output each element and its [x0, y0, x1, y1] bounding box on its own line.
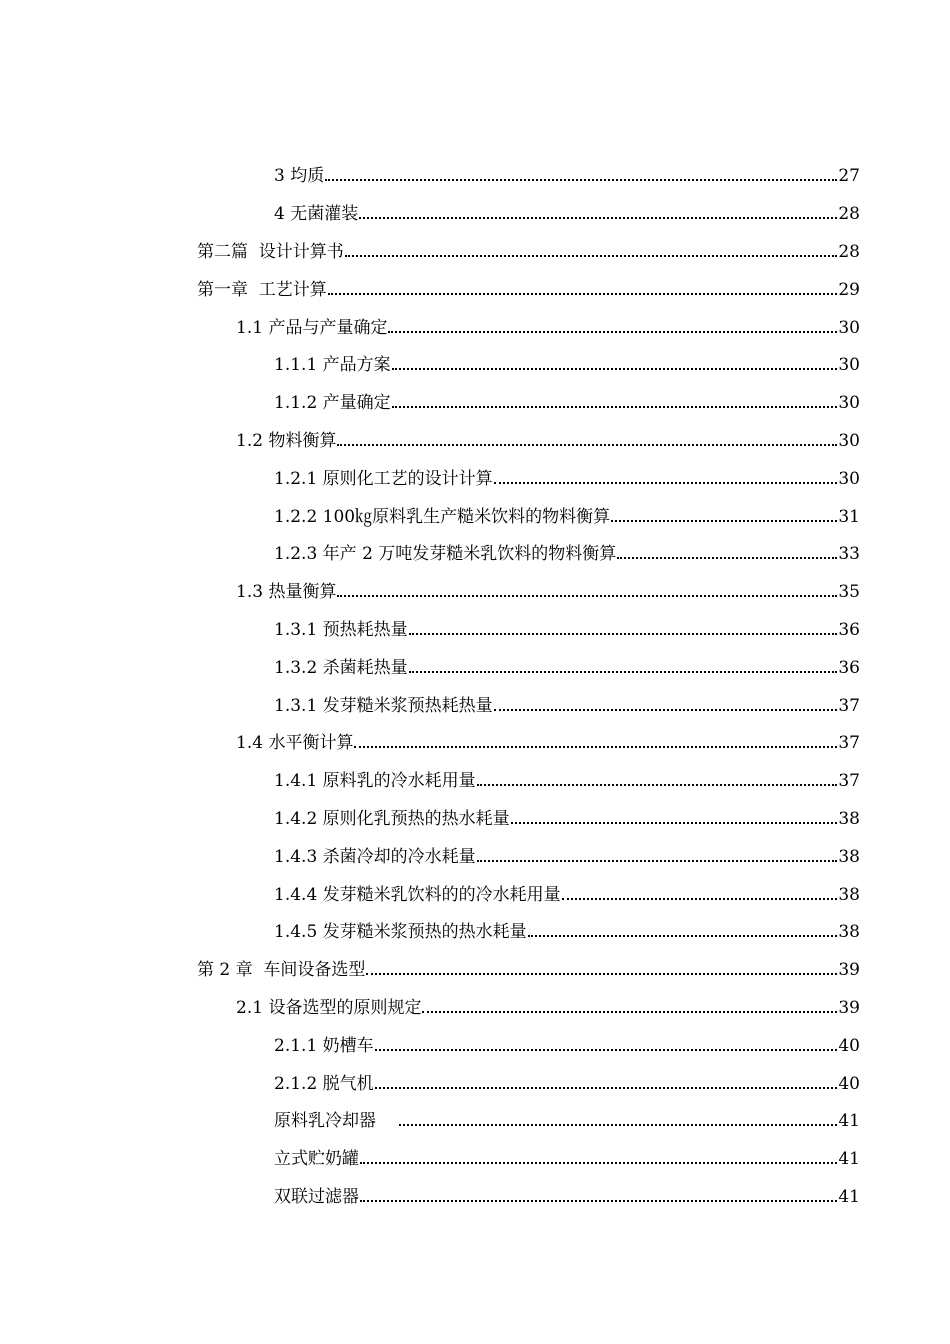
toc-entry-label: 1.1.2 产量确定 — [274, 393, 391, 414]
toc-entry-label: 1.4.3 杀菌冷却的冷水耗量 — [274, 846, 476, 867]
toc-entry-page-number: 30 — [838, 468, 860, 489]
toc-entry-page-number: 28 — [838, 204, 860, 225]
toc-entry[interactable] — [0, 798, 950, 836]
toc-entry[interactable] — [0, 1100, 950, 1138]
toc-entry-label: 2.1.2 脱气机 — [274, 1073, 374, 1094]
dot-leader — [399, 1124, 838, 1126]
toc-entry-page-number: 37 — [838, 733, 860, 754]
toc-entry-label: 1.1.1 产品方案 — [274, 355, 391, 376]
toc-entry-label: 第 2 章 车间设备选型 — [197, 960, 366, 981]
dot-leader — [494, 482, 838, 484]
toc-entry-page-number: 29 — [838, 279, 860, 300]
toc-entry-label: 1.2.3 年产 2 万吨发芽糙米乳饮料的物料衡算 — [274, 544, 617, 565]
dot-leader — [354, 746, 837, 748]
toc-entry-page-number: 38 — [838, 922, 860, 943]
dot-leader — [617, 557, 837, 559]
toc-entry-label: 1.4.2 原则化乳预热的热水耗量 — [274, 808, 510, 829]
toc-entry-page-number: 33 — [838, 544, 860, 565]
dot-leader — [366, 973, 837, 975]
toc-entry[interactable] — [0, 571, 950, 609]
toc-entry[interactable] — [0, 155, 950, 193]
dot-leader — [611, 520, 837, 522]
toc-entry-label: 1.3.1 发芽糙米浆预热耗热量 — [274, 695, 493, 716]
toc-entry-label: 1.1 产品与产量确定 — [236, 317, 388, 338]
toc-entry-label: 第一章 工艺计算 — [197, 279, 327, 300]
dot-leader — [337, 444, 837, 446]
dot-leader — [409, 671, 838, 673]
toc-entry-label: 4 无菌灌装 — [274, 204, 359, 225]
toc-entry-page-number: 37 — [838, 695, 860, 716]
toc-entry[interactable] — [0, 193, 950, 231]
dot-leader — [325, 179, 837, 181]
toc-entry-page-number: 38 — [838, 846, 860, 867]
toc-entry[interactable] — [0, 1138, 950, 1176]
toc-entry-label: 2.1 设备选型的原则规定 — [236, 997, 422, 1018]
toc-entry-label: 1.3.1 预热耗热量 — [274, 619, 408, 640]
toc-entry[interactable] — [0, 684, 950, 722]
toc-entry-page-number: 30 — [838, 430, 860, 451]
toc-entry[interactable] — [0, 1062, 950, 1100]
toc-entry[interactable] — [0, 382, 950, 420]
toc-entry[interactable] — [0, 268, 950, 306]
dot-leader — [359, 217, 837, 219]
toc-entry[interactable] — [0, 1176, 950, 1214]
toc-entry-label: 原料乳冷却器 — [274, 1111, 398, 1132]
toc-entry[interactable] — [0, 873, 950, 911]
toc-entry-label: 双联过滤器 — [274, 1186, 359, 1207]
dot-leader — [422, 1011, 837, 1013]
toc-entry-label: 1.2 物料衡算 — [236, 430, 337, 451]
toc-entry[interactable] — [0, 760, 950, 798]
toc-entry-page-number: 41 — [838, 1111, 860, 1132]
dot-leader — [409, 633, 838, 635]
toc-entry-page-number: 36 — [838, 619, 860, 640]
toc-entry[interactable] — [0, 949, 950, 987]
toc-entry-label: 1.3.2 杀菌耗热量 — [274, 657, 408, 678]
toc-entry-page-number: 38 — [838, 808, 860, 829]
toc-entry-page-number: 30 — [838, 317, 860, 338]
dot-leader — [375, 1087, 838, 1089]
dot-leader — [477, 860, 838, 862]
table-of-contents — [0, 155, 950, 1213]
toc-entry[interactable] — [0, 420, 950, 458]
dot-leader — [337, 595, 837, 597]
toc-entry[interactable] — [0, 987, 950, 1025]
toc-entry-label: 立式贮奶罐 — [274, 1149, 359, 1170]
dot-leader — [360, 1200, 837, 1202]
dot-leader — [345, 255, 838, 257]
dot-leader — [360, 1162, 837, 1164]
dot-leader — [328, 293, 838, 295]
toc-entry[interactable] — [0, 533, 950, 571]
toc-entry-label: 1.2.2 100㎏原料乳生产糙米饮料的物料衡算 — [274, 506, 611, 527]
toc-entry-page-number: 41 — [838, 1149, 860, 1170]
dot-leader — [477, 784, 838, 786]
toc-entry-page-number: 37 — [838, 771, 860, 792]
toc-entry-page-number: 39 — [838, 960, 860, 981]
dot-leader — [375, 1049, 838, 1051]
dot-leader — [392, 368, 838, 370]
dot-leader — [494, 709, 838, 711]
toc-entry-label: 1.2.1 原则化工艺的设计计算 — [274, 468, 493, 489]
toc-entry[interactable] — [0, 457, 950, 495]
toc-entry-page-number: 39 — [838, 997, 860, 1018]
toc-entry[interactable] — [0, 1024, 950, 1062]
toc-entry-page-number: 40 — [838, 1073, 860, 1094]
toc-entry-page-number: 41 — [838, 1186, 860, 1207]
toc-entry[interactable] — [0, 835, 950, 873]
dot-leader — [511, 822, 838, 824]
dot-leader — [562, 898, 838, 900]
toc-entry-label: 3 均质 — [274, 166, 325, 187]
toc-entry[interactable] — [0, 344, 950, 382]
toc-entry[interactable] — [0, 609, 950, 647]
toc-entry-page-number: 40 — [838, 1035, 860, 1056]
toc-entry-page-number: 38 — [838, 884, 860, 905]
toc-entry-page-number: 36 — [838, 657, 860, 678]
toc-entry-label: 1.4 水平衡计算 — [236, 733, 354, 754]
toc-entry-page-number: 31 — [838, 506, 860, 527]
toc-entry-label: 1.4.1 原料乳的冷水耗用量 — [274, 771, 476, 792]
toc-entry[interactable] — [0, 646, 950, 684]
toc-entry-page-number: 30 — [838, 355, 860, 376]
toc-entry[interactable] — [0, 495, 950, 533]
toc-entry[interactable] — [0, 911, 950, 949]
toc-entry-label: 1.4.5 发芽糙米浆预热的热水耗量 — [274, 922, 527, 943]
toc-entry-label: 1.4.4 发芽糙米乳饮料的的冷水耗用量 — [274, 884, 561, 905]
dot-leader — [392, 406, 838, 408]
toc-entry-page-number: 28 — [838, 241, 860, 262]
toc-entry-label: 1.3 热量衡算 — [236, 582, 337, 603]
toc-entry-page-number: 35 — [838, 582, 860, 603]
toc-entry-page-number: 30 — [838, 393, 860, 414]
toc-entry-label: 第二篇 设计计算书 — [197, 241, 344, 262]
toc-entry-label: 2.1.1 奶槽车 — [274, 1035, 374, 1056]
toc-entry[interactable] — [0, 231, 950, 269]
toc-entry[interactable] — [0, 306, 950, 344]
dot-leader — [388, 331, 837, 333]
toc-entry[interactable] — [0, 722, 950, 760]
toc-entry-page-number: 27 — [838, 166, 860, 187]
dot-leader — [528, 935, 838, 937]
